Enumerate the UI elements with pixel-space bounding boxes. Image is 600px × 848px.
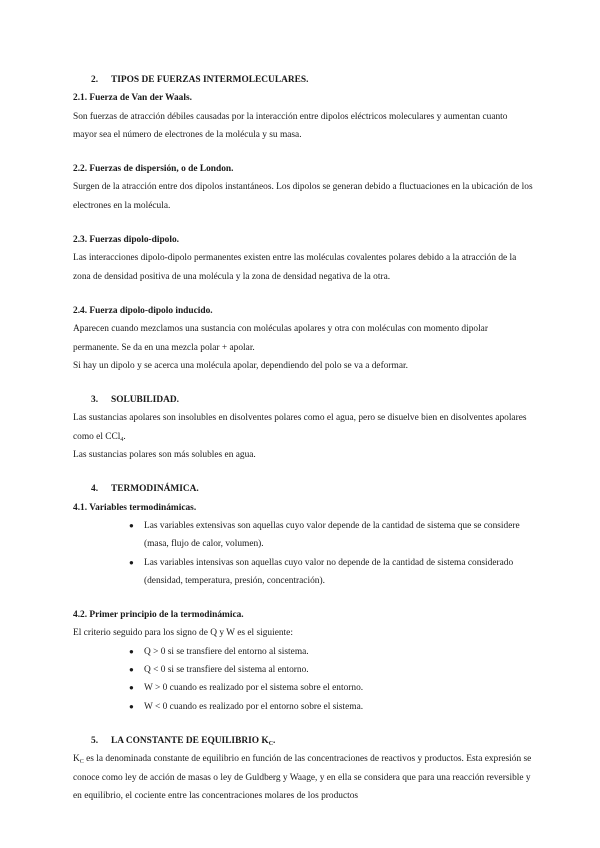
section-number: 4. — [91, 484, 99, 495]
section-3-heading — [91, 391, 533, 409]
subsection-4-1-heading: 4.1. Variables termodinámicas. — [73, 502, 197, 513]
subsection-2-2-heading: 2.2. Fuerzas de dispersión, o de London. — [73, 164, 234, 175]
paragraph: El criterio seguido para los signo de Q y W es el siguiente: — [73, 628, 293, 639]
paragraph: Las sustancias polares son más solubles en agua. — [73, 450, 256, 461]
section-2-heading — [91, 71, 533, 89]
section-title: TERMODINÁMICA. — [111, 484, 199, 495]
subsection-4-2-heading: 4.2. Primer principio de la termodinámica. — [73, 610, 244, 621]
subsection-2-1-heading: 2.1. Fuerza de Van der Waals. — [73, 93, 192, 104]
section-number: 2. — [91, 75, 99, 85]
subsection-2-3-heading: 2.3. Fuerzas dipolo-dipolo. — [73, 235, 179, 246]
section-4-heading — [91, 480, 533, 498]
bullet-list — [73, 517, 533, 590]
list-item: ● Q > 0 si se transfiere del entorno al sistema. — [73, 643, 533, 661]
list-item: ● Q < 0 si se transfiere del sistema al entorno. — [73, 661, 533, 679]
list-item: ● Las variables intensivas son aquellas cuyo valor no depende de la cantidad de sistema considerado (densidad, temperatura, presión, concentración). — [73, 554, 533, 591]
paragraph: $K_C$ es la denominada constante de equilibrio en función de las concentraciones de reactivos y productos. Esta expresión se conoce como ley de acción de masas o ley de Guldberg y Waage, y en ella se considera que para una reacción reversible y en equilibrio, el cociente entre las concentraciones molares de los productos — [73, 754, 532, 801]
bullet-icon: ● — [129, 646, 134, 656]
bullet-icon: ● — [129, 701, 134, 711]
paragraph: Si hay un dipolo y se acerca una molécula apolar, dependiendo del polo se va a deformar. — [73, 360, 408, 371]
section-number: 3. — [91, 395, 99, 406]
section-title: LA CONSTANTE DE EQUILIBRIO $K_C$. — [111, 735, 276, 747]
bullet-icon: ● — [129, 665, 134, 675]
paragraph: Surgen de la atracción entre dos dipolos instantáneos. Los dipolos se generan debido a fluctuaciones en la ubicación de los electrones en la molécula. — [73, 182, 533, 211]
bullet-icon: ● — [129, 520, 134, 530]
section-number: 5. — [91, 735, 99, 746]
paragraph: Las interacciones dipolo-dipolo permanentes existen entre las moléculas covalentes polares debido a la atracción de la zona de densidad positiva de una molécula y la zona de densidad negativa de la otra. — [73, 253, 517, 282]
list-item: ● W < 0 cuando es realizado por el entorno sobre el sistema. — [73, 698, 533, 716]
subsection-2-4-heading: 2.4. Fuerza dipolo-dipolo inducido. — [73, 305, 213, 316]
bullet-icon: ● — [129, 557, 134, 567]
paragraph: Son fuerzas de atracción débiles causadas por la interacción entre dipolos eléctricos moleculares y aumentan cuanto mayor sea el número de electrones de la molécula y su masa. — [73, 111, 508, 140]
paragraph: Las sustancias apolares son insolubles en disolventes polares como el agua, pero se disuelve bien en disolventes apolares como el CCl$_4$. — [73, 413, 527, 443]
paragraph: Aparecen cuando mezclamos una sustancia con moléculas apolares y otra con moléculas con momento dipolar permanente. Se da en una mezcla polar + apolar. — [73, 324, 488, 353]
list-item: ● W > 0 cuando es realizado por el sistema sobre el entorno. — [73, 679, 533, 697]
section-title: SOLUBILIDAD. — [111, 395, 179, 406]
section-5-heading — [91, 732, 533, 750]
bullet-list — [73, 643, 533, 716]
document-page — [73, 71, 533, 805]
list-item: ● Las variables extensivas son aquellas cuyo valor depende de la cantidad de sistema que se considere (masa, flujo de calor, volumen). — [73, 517, 533, 554]
section-title: TIPOS DE FUERZAS INTERMOLECULARES. — [111, 75, 309, 85]
bullet-icon: ● — [129, 683, 134, 693]
